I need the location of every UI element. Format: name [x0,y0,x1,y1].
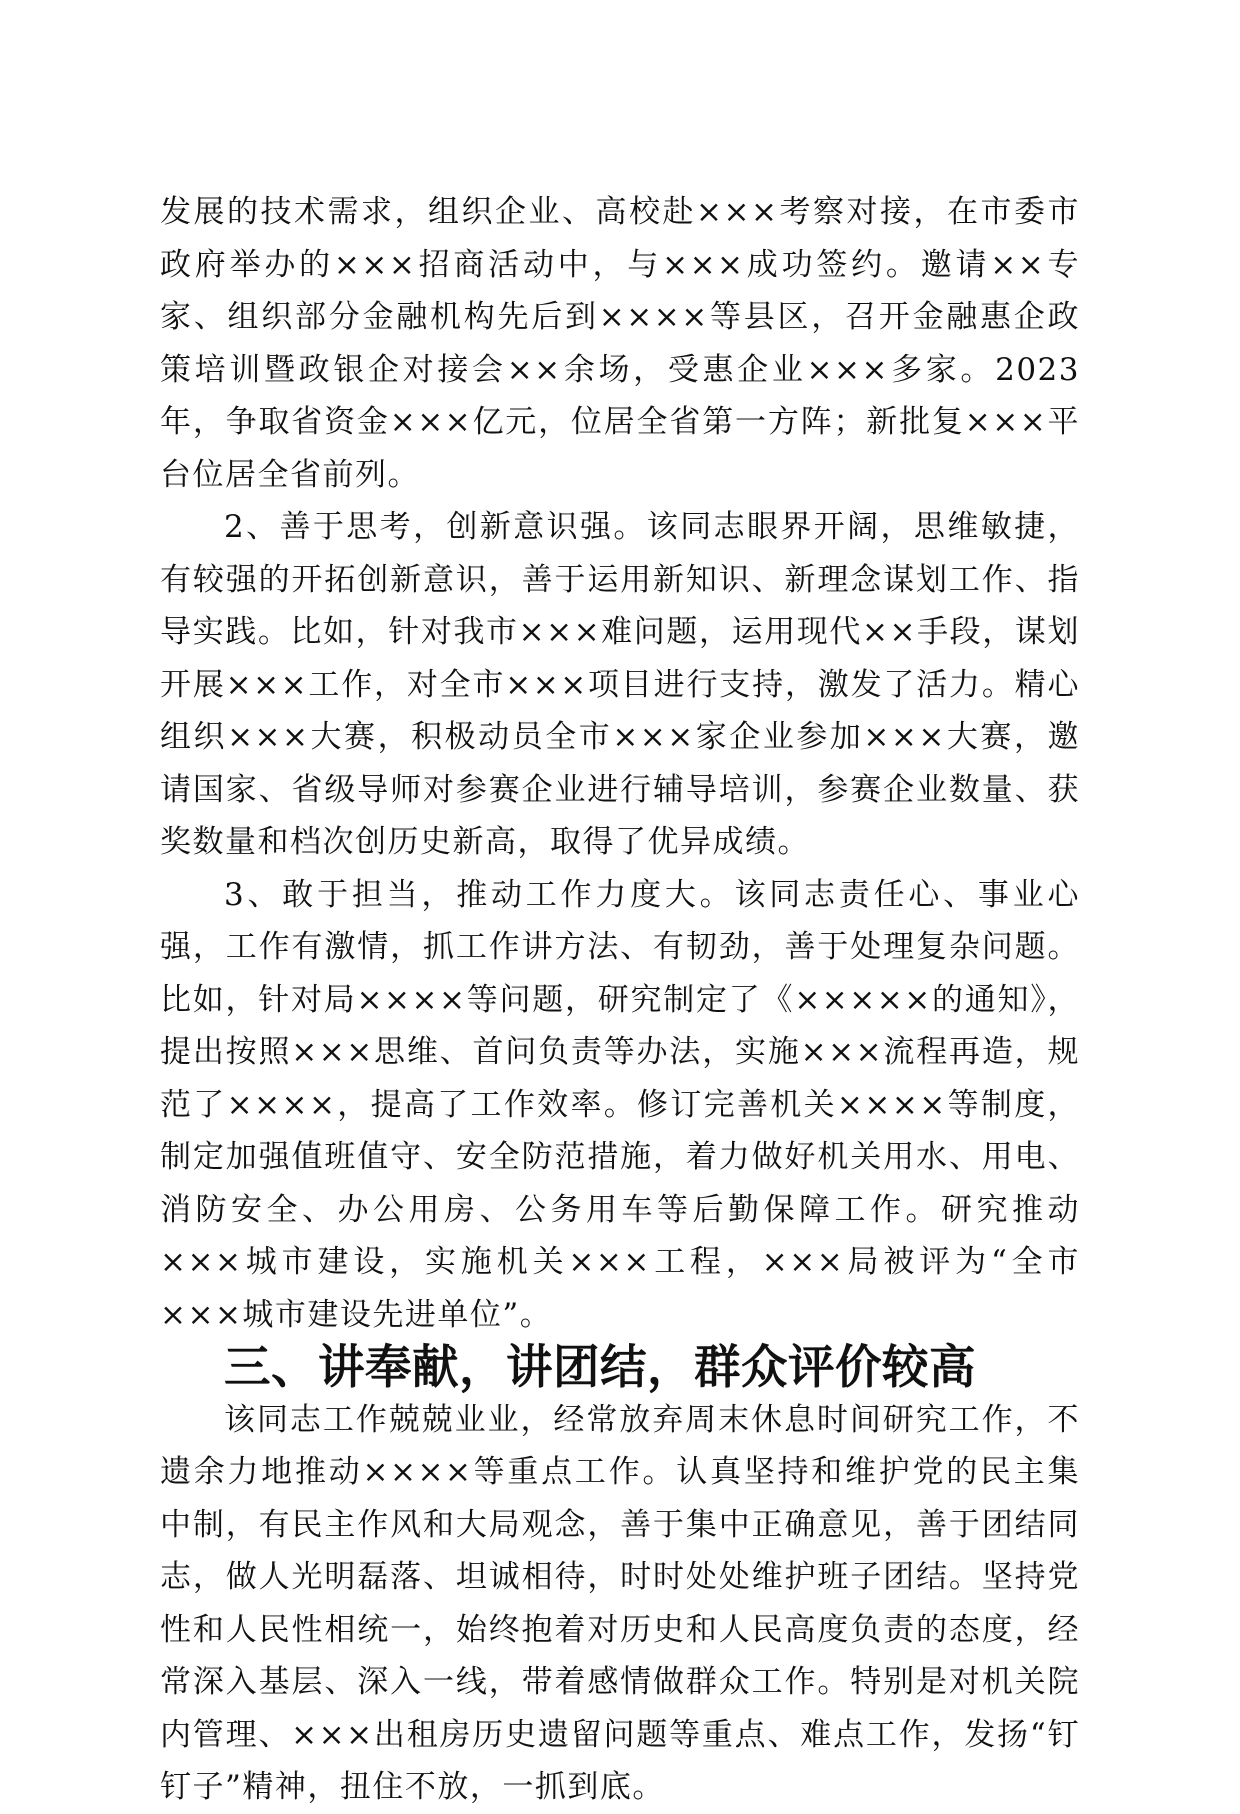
section-heading: 三、讲奉献，讲团结，群众评价较高 [224,1340,976,1394]
paragraph-dedication: 该同志工作兢兢业业，经常放弃周末休息时间研究工作，不遗余力地推动××××等重点工作。认真坚持和维护党的民主集中制，有民主作风和大局观念，善于集中正确意见，善于团结同志，做人光明磊落、坦诚相待，时时处处维护班子团结。坚持党性和人民性相统一，始终抱着对历史和人民高度负责的态度，经常深入基层、深入一线，带着感情做群众工作。特别是对机关院内管理、×××出租房历史遗留问题等重点、难点工作，发扬“钉钉子”精神，扭住不放，一抓到底。 [160,1401,1080,1805]
paragraph-innovation: 2、善于思考，创新意识强。该同志眼界开阔，思维敏捷，有较强的开拓创新意识，善于运用新知识、新理念谋划工作、指导实践。比如，针对我市×××难问题，运用现代××手段，谋划开展×××工作，对全市×××项目进行支持，激发了活力。精心组织×××大赛，积极动员全市×××家企业参加×××大赛，邀请国家、省级导师对参赛企业进行辅导培训，参赛企业数量、获奖数量和档次创历史新高，取得了优异成绩。 [160,509,1080,860]
paragraph-responsibility: 3、敢于担当，推动工作力度大。该同志责任心、事业心强，工作有激情，抓工作讲方法、有韧劲，善于处理复杂问题。比如，针对局××××等问题，研究制定了《×××××的通知》，提出按照×××思维、首问负责等办法，实施×××流程再造，规范了××××，提高了工作效率。修订完善机关××××等制度，制定加强值班值守、安全防范措施，着力做好机关用水、用电、消防安全、办公用房、公务用车等后勤保障工作。研究推动×××城市建设，实施机关×××工程，×××局被评为“全市×××城市建设先进单位”。 [160,876,1080,1333]
paragraph-continued: 发展的技术需求，组织企业、高校赴×××考察对接，在市委市政府举办的×××招商活动中，与×××成功签约。邀请××专家、组织部分金融机构先后到××××等县区，召开金融惠企政策培训暨政银企对接会××余场，受惠企业×××多家。2023年，争取省资金×××亿元，位居全省第一方阵；新批复×××平台位居全省前列。 [160,194,1080,493]
document-page [160,186,1080,1814]
